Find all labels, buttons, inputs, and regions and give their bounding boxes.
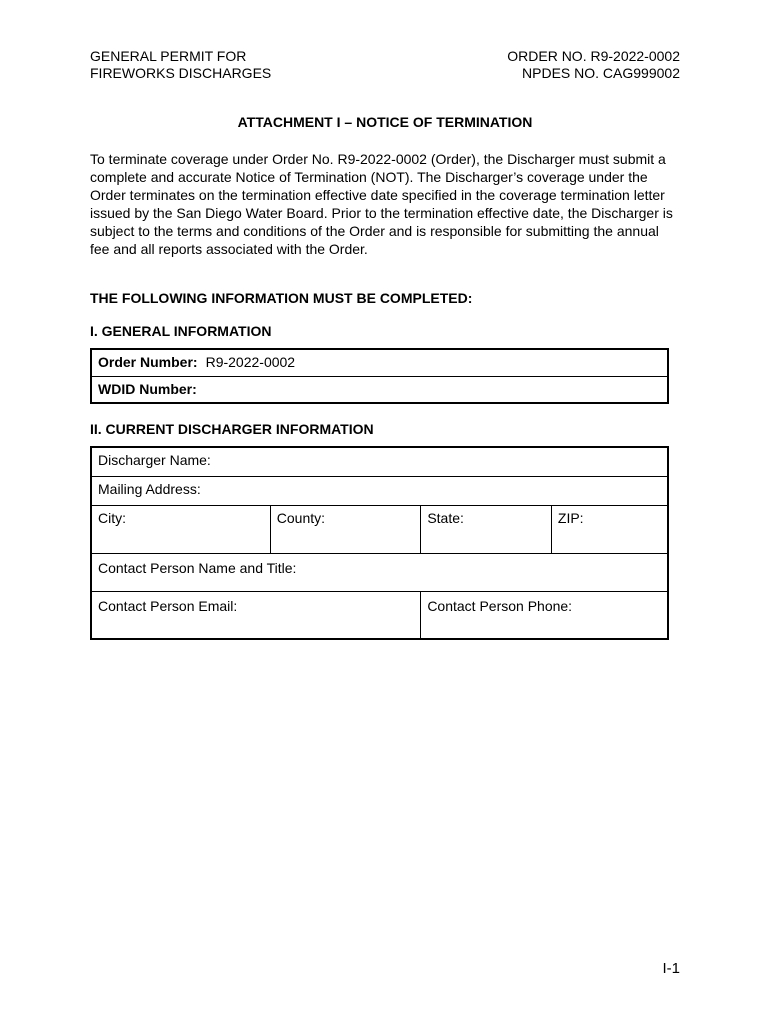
wdid-number-cell[interactable]: [91, 376, 668, 403]
order-number-row: [91, 349, 668, 376]
current-discharger-heading: II. CURRENT DISCHARGER INFORMATION: [90, 421, 374, 437]
general-information-table: [90, 348, 669, 404]
contact-name-label: Contact Person Name and Title:: [98, 559, 297, 576]
city-field[interactable]: [91, 505, 270, 553]
contact-email-label: Contact Person Email:: [98, 597, 238, 614]
city-county-state-zip-row: [91, 505, 668, 553]
npdes-number-header: NPDES NO. CAG999002: [522, 65, 680, 81]
discharger-name-row: [91, 447, 668, 476]
wdid-number-label: WDID Number:: [98, 380, 197, 397]
zip-label: ZIP:: [557, 509, 584, 526]
current-discharger-table: [90, 446, 669, 640]
state-label: State:: [427, 509, 464, 526]
mailing-address-label: Mailing Address:: [98, 480, 201, 497]
contact-phone-field[interactable]: [421, 591, 668, 639]
contact-name-field[interactable]: [91, 553, 668, 591]
permit-title-line1: GENERAL PERMIT FOR: [90, 48, 247, 64]
mailing-address-field[interactable]: [91, 476, 668, 505]
header-left: [90, 48, 271, 82]
zip-field[interactable]: [551, 505, 668, 553]
order-number-header: ORDER NO. R9-2022-0002: [507, 48, 680, 64]
county-field[interactable]: [270, 505, 421, 553]
must-complete-heading: THE FOLLOWING INFORMATION MUST BE COMPLETED:: [90, 290, 473, 306]
order-number-value: R9-2022-0002: [205, 354, 296, 370]
contact-phone-label: Contact Person Phone:: [427, 597, 573, 614]
header-right: [507, 48, 680, 82]
contact-name-row: [91, 553, 668, 591]
wdid-number-row: [91, 376, 668, 403]
page-number: I-1: [662, 960, 680, 977]
order-number-cell[interactable]: [91, 349, 668, 376]
discharger-name-label: Discharger Name:: [98, 452, 211, 468]
discharger-name-field[interactable]: [91, 447, 668, 476]
city-label: City:: [98, 509, 126, 526]
mailing-address-row: [91, 476, 668, 505]
contact-email-field[interactable]: [91, 591, 421, 639]
state-field[interactable]: [421, 505, 552, 553]
intro-paragraph: To terminate coverage under Order No. R9-2022-0002 (Order), the Discharger must submit a complete and accurate Notice of Termination (NOT). The Discharger’s coverage under the Order terminates on the termination effective date specified in the coverage termination letter issued by the San Diego Water Board. Prior to the termination effective date, the Discharger is subject to the terms and conditions of the Order and is responsible for submitting the annual fee and all reports associated with the Order.: [90, 151, 673, 257]
county-label: County:: [276, 509, 326, 526]
permit-title-line2: FIREWORKS DISCHARGES: [90, 65, 272, 81]
contact-email-phone-row: [91, 591, 668, 639]
general-information-heading: I. GENERAL INFORMATION: [90, 323, 272, 339]
order-number-label: Order Number:: [98, 354, 198, 370]
page-title: ATTACHMENT I – NOTICE OF TERMINATION: [237, 114, 533, 130]
